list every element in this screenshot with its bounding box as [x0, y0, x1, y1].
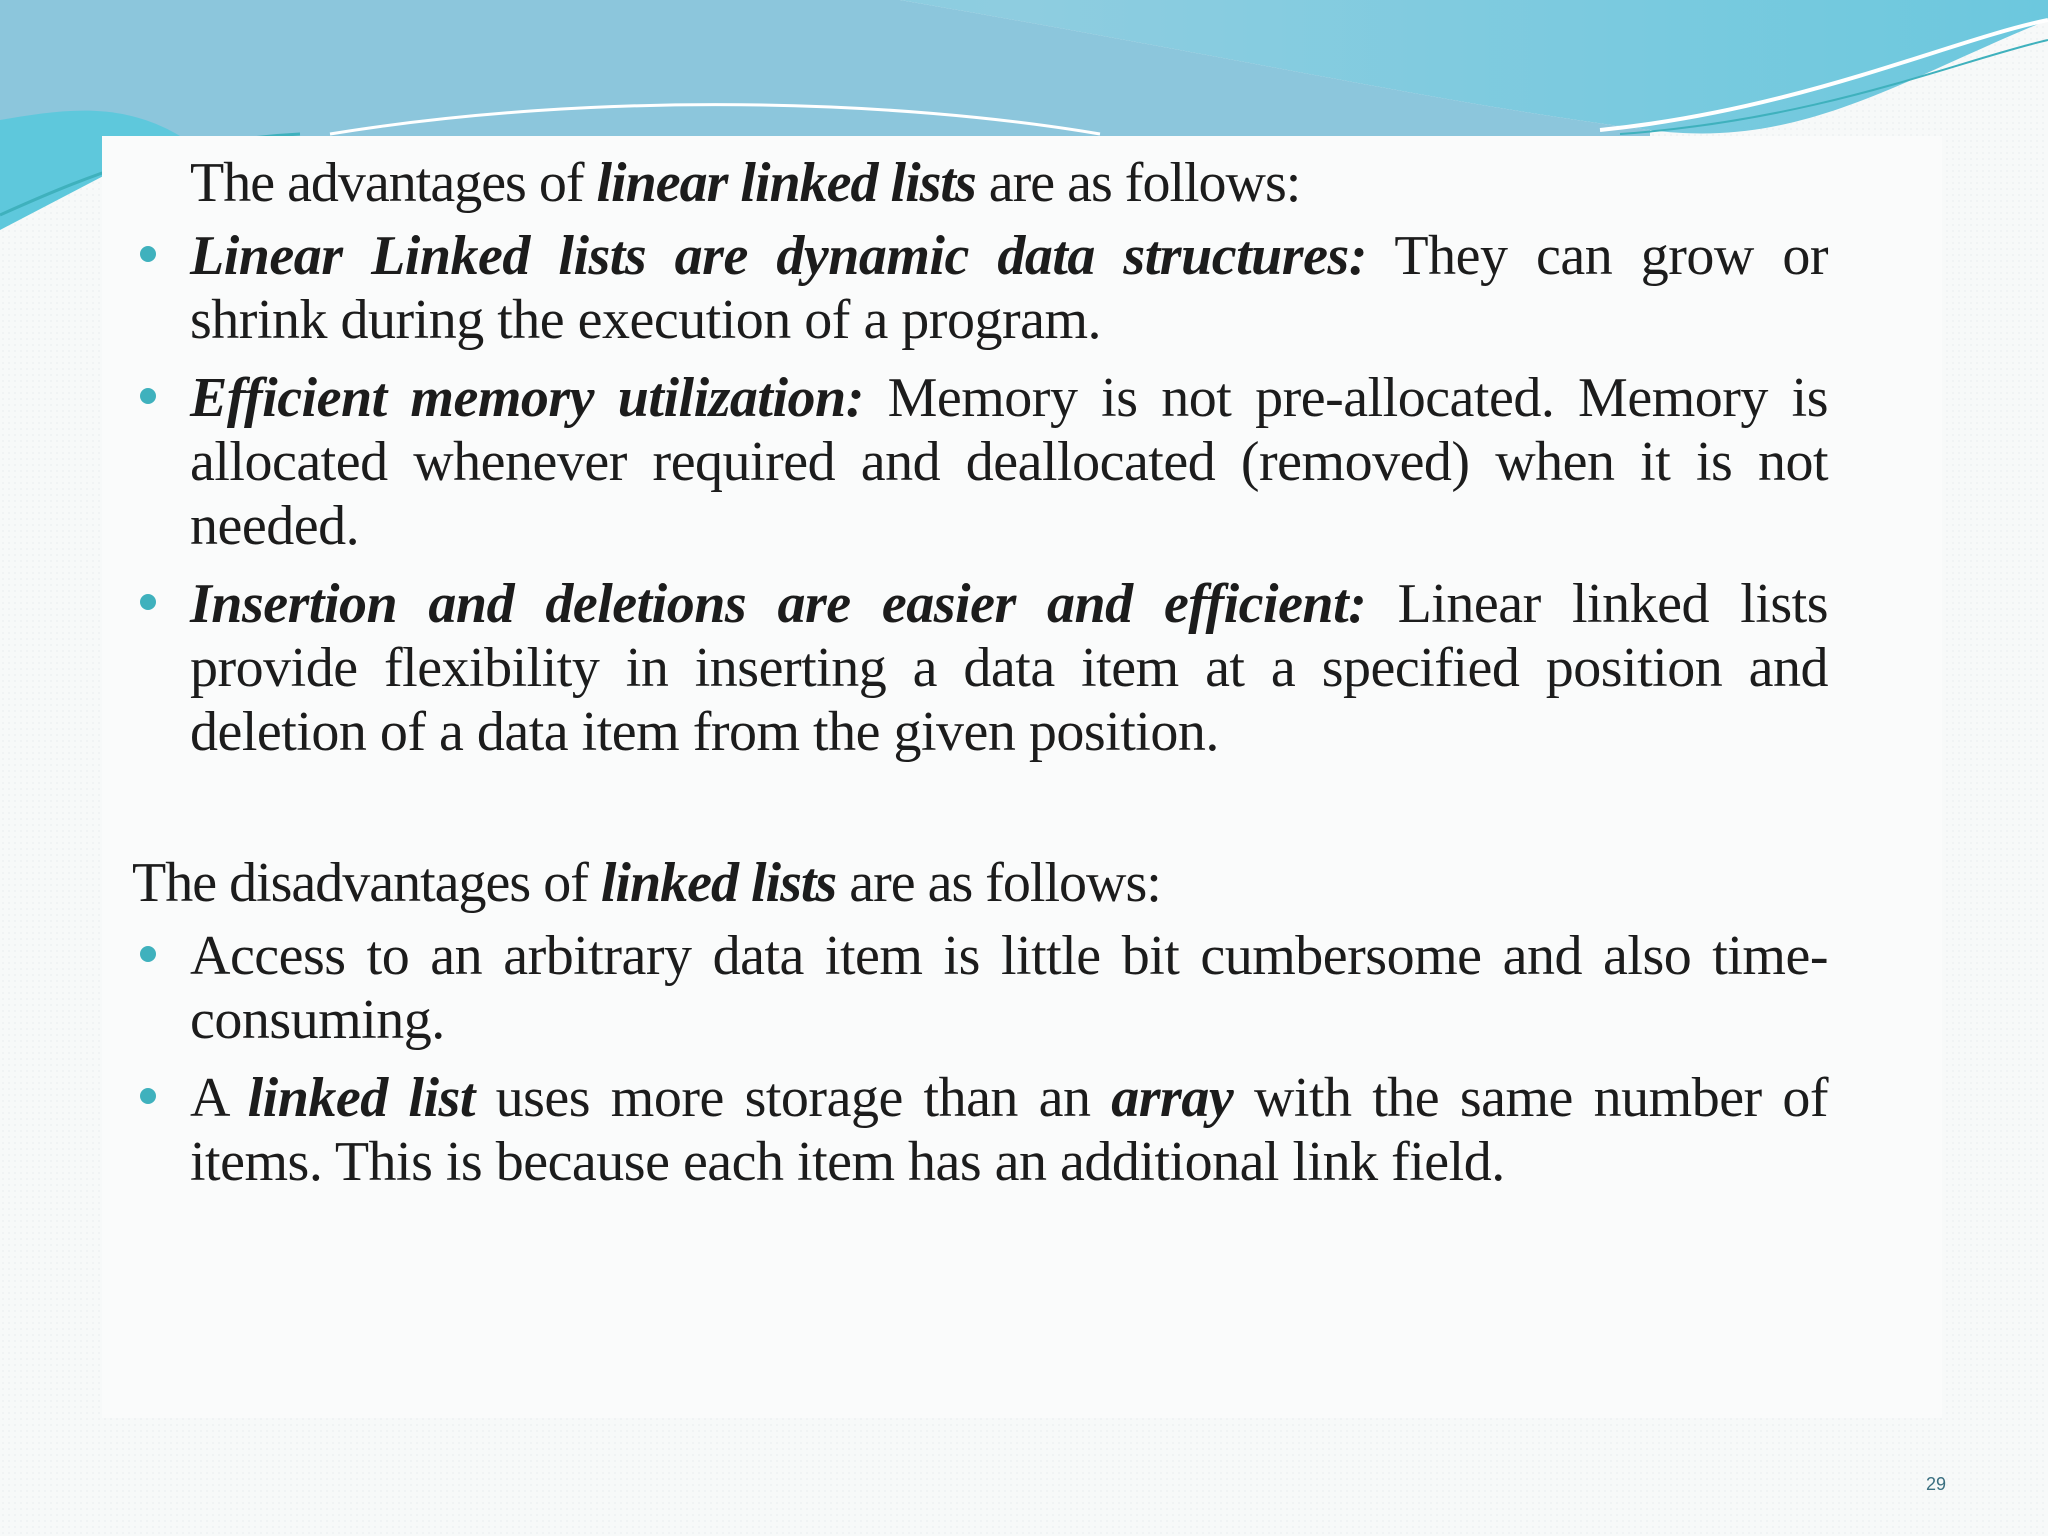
- advantages-list: [132, 224, 1828, 764]
- advantages-heading-suffix: are as follows:: [988, 152, 1301, 214]
- bullet-icon: [140, 388, 156, 404]
- advantage-text: Memory is not pre-allocated. Memory is allocated whenever required and deallocated (removed) when it is not needed.: [190, 367, 1828, 557]
- advantages-heading-emphasis: linear linked lists: [596, 152, 976, 214]
- advantage-title: Efficient memory utilization:: [190, 367, 864, 429]
- disadvantage-text-part: A: [190, 1067, 227, 1129]
- disadvantage-text-part: uses more storage than an: [495, 1067, 1091, 1129]
- advantages-heading-prefix: The advantages of: [190, 152, 584, 214]
- bullet-icon: [140, 946, 156, 962]
- bullet-icon: [140, 594, 156, 610]
- disadvantage-item: [132, 924, 1828, 1052]
- disadvantage-item: [132, 1066, 1828, 1194]
- disadvantage-emphasis: array: [1111, 1067, 1234, 1129]
- disadvantages-list: [132, 924, 1828, 1194]
- disadvantages-heading-emphasis: linked lists: [600, 852, 837, 914]
- disadvantages-heading: [132, 850, 1828, 916]
- disadvantages-heading-prefix: The disadvantages of: [132, 852, 588, 914]
- advantage-item: [132, 366, 1828, 558]
- advantage-text: Linear linked lists provide flexibility in inserting a data item at a specified position and deletion of a data item from the given position.: [190, 573, 1829, 763]
- advantage-item: [132, 224, 1828, 352]
- disadvantage-text: Access to an arbitrary data item is little bit cumbersome and also time-consuming.: [190, 925, 1828, 1051]
- slide-body: [132, 150, 1828, 1208]
- disadvantage-emphasis: linked list: [247, 1067, 475, 1129]
- bullet-icon: [140, 246, 156, 262]
- page-number: 29: [1925, 1474, 1946, 1494]
- advantage-text: They can grow or shrink during the execution of a program.: [190, 225, 1829, 351]
- bullet-icon: [140, 1088, 156, 1104]
- advantage-title: Insertion and deletions are easier and efficient:: [190, 573, 1367, 635]
- disadvantage-text-part: with the same number of items. This is because each item has an additional link field.: [190, 1067, 1829, 1193]
- advantage-title: Linear Linked lists are dynamic data structures:: [190, 225, 1367, 287]
- disadvantages-heading-suffix: are as follows:: [849, 852, 1161, 914]
- advantage-item: [132, 572, 1828, 764]
- advantages-heading: [132, 150, 1828, 216]
